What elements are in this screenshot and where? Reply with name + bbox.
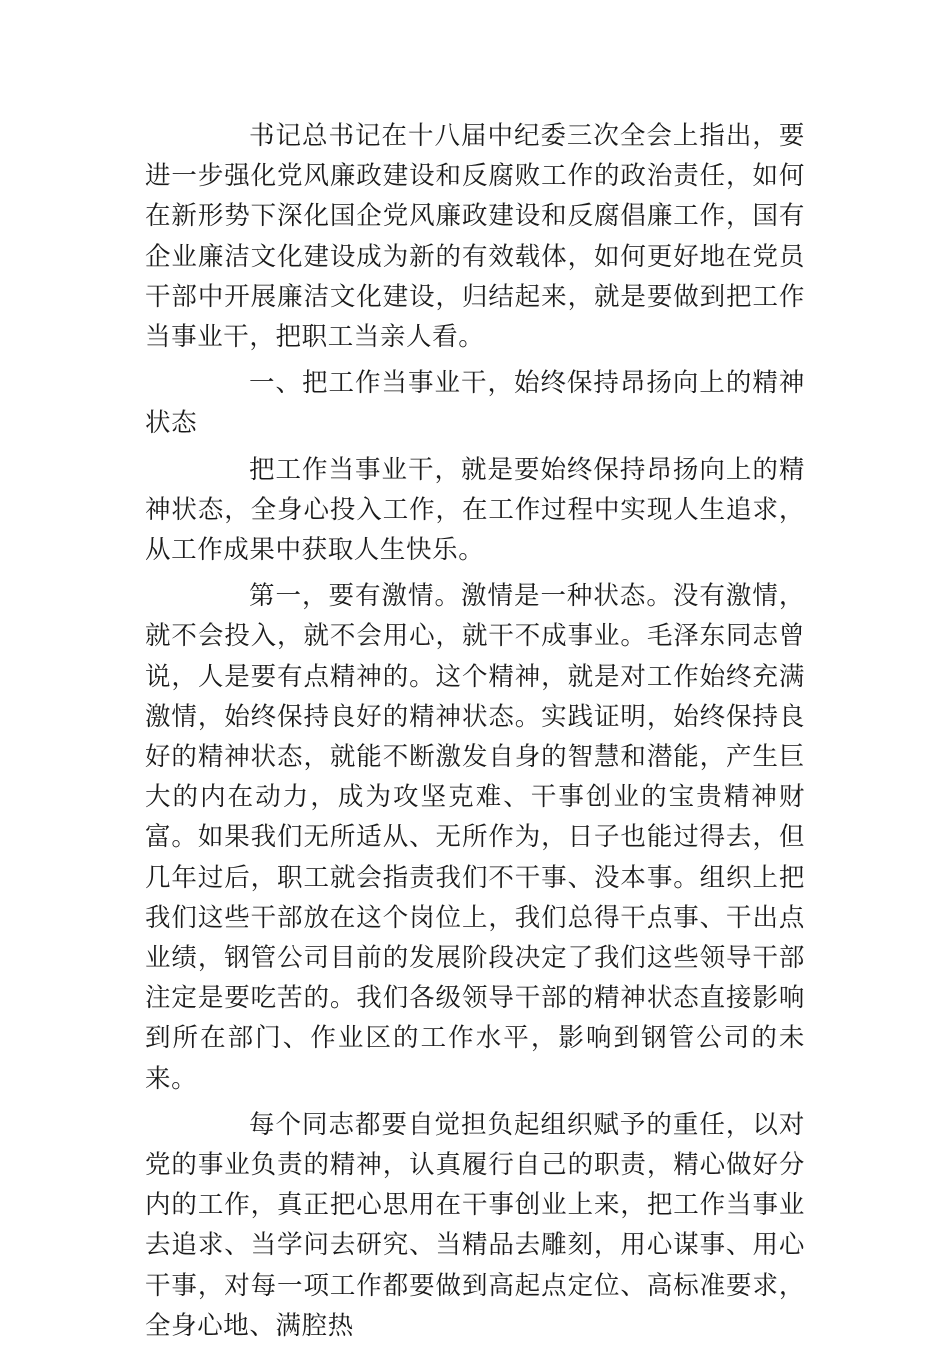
- paragraph-responsibility: 每个同志都要自觉担负起组织赋予的重任，以对党的事业负责的精神，认真履行自己的职责，精心做好分内的工作，真正把心思用在干事创业上来，把工作当事业去追求、当学问去研究、当精品去雕刻，用心谋事、用心干事，对每一项工作都要做到高起点定位、高标准要求，全身心地、满腔热: [145, 1109, 805, 1341]
- paragraph-section-1-summary: 把工作当事业干，就是要始终保持昂扬向上的精神状态，全身心投入工作，在工作过程中实现人生追求，从工作成果中获取人生快乐。: [145, 454, 805, 566]
- document-body: [145, 116, 805, 1346]
- paragraph-intro: 书记总书记在十八届中纪委三次全会上指出，要进一步强化党风廉政建设和反腐败工作的政治责任，如何在新形势下深化国企党风廉政建设和反腐倡廉工作，国有企业廉洁文化建设成为新的有效载体，如何更好地在党员干部中开展廉洁文化建设，归结起来，就是要做到把工作当事业干，把职工当亲人看。: [145, 121, 805, 353]
- section-heading-1: 一、把工作当事业干，始终保持昂扬向上的精神状态: [145, 368, 805, 439]
- paragraph-passion: 第一，要有激情。激情是一种状态。没有激情，就不会投入，就不会用心，就干不成事业。毛泽东同志曾说，人是要有点精神的。这个精神，就是对工作始终充满激情，始终保持良好的精神状态。实践证明，始终保持良好的精神状态，就能不断激发自身的智慧和潜能，产生巨大的内在动力，成为攻坚克难、干事创业的宝贵精神财富。如果我们无所适从、无所作为，日子也能过得去，但几年过后，职工就会指责我们不干事、没本事。组织上把我们这些干部放在这个岗位上，我们总得干点事、干出点业绩，钢管公司目前的发展阶段决定了我们这些领导干部注定是要吃苦的。我们各级领导干部的精神状态直接影响到所在部门、作业区的工作水平，影响到钢管公司的未来。: [145, 581, 805, 1094]
